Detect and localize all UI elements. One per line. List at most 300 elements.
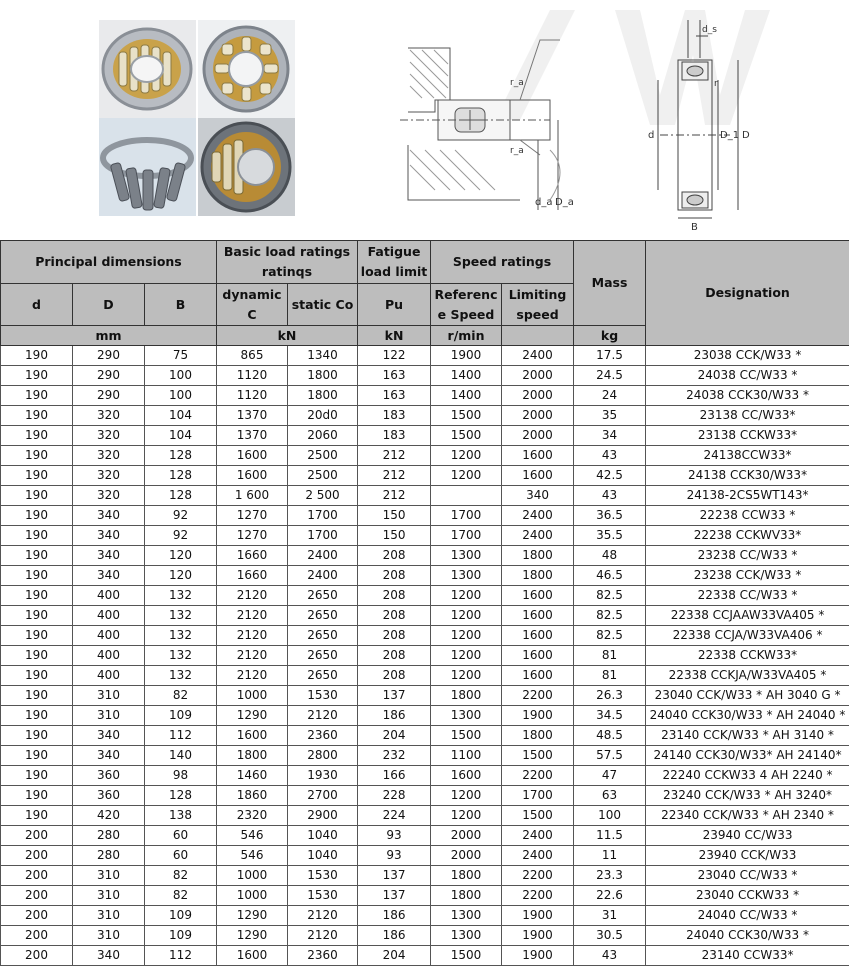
cell-B: 92 xyxy=(145,526,217,546)
cell-designation: 22340 CCK/W33 * AH 2340 * xyxy=(646,806,849,826)
cell-reference-speed: 1200 xyxy=(431,446,502,466)
cell-reference-speed: 1100 xyxy=(431,746,502,766)
cell-dynamic-c: 865 xyxy=(217,346,288,366)
table-row xyxy=(1,486,849,506)
cell-static-co: 1530 xyxy=(288,866,358,886)
cell-reference-speed: 1200 xyxy=(431,786,502,806)
cell-designation: 22338 CCJA/W33VA406 * xyxy=(646,626,849,646)
cell-designation: 23140 CCK/W33 * AH 3140 * xyxy=(646,726,849,746)
cell-D: 290 xyxy=(73,346,145,366)
cell-dynamic-c: 1460 xyxy=(217,766,288,786)
cell-pu: 212 xyxy=(358,486,431,506)
cell-pu: 163 xyxy=(358,366,431,386)
cell-limiting-speed: 1600 xyxy=(502,466,574,486)
cell-mass: 47 xyxy=(574,766,646,786)
cell-B: 128 xyxy=(145,466,217,486)
cell-pu: 93 xyxy=(358,846,431,866)
table-row xyxy=(1,706,849,726)
cell-pu: 137 xyxy=(358,886,431,906)
cell-B: 100 xyxy=(145,386,217,406)
cell-dynamic-c: 2320 xyxy=(217,806,288,826)
cell-pu: 93 xyxy=(358,826,431,846)
bearing-technical-drawing xyxy=(400,0,849,240)
cell-dynamic-c: 2120 xyxy=(217,586,288,606)
table-row xyxy=(1,886,849,906)
cell-pu: 150 xyxy=(358,526,431,546)
cell-D: 340 xyxy=(73,946,145,966)
table-row xyxy=(1,466,849,486)
cell-limiting-speed: 1500 xyxy=(502,746,574,766)
cell-designation: 23040 CCK/W33 * AH 3040 G * xyxy=(646,686,849,706)
cell-dynamic-c: 2120 xyxy=(217,606,288,626)
cell-mass: 11 xyxy=(574,846,646,866)
unit-rmin-blank xyxy=(502,326,574,346)
cell-D: 340 xyxy=(73,506,145,526)
cell-d: 190 xyxy=(1,806,73,826)
cell-mass: 26.3 xyxy=(574,686,646,706)
cell-B: 60 xyxy=(145,846,217,866)
label-B: B xyxy=(691,222,698,233)
cell-reference-speed: 1500 xyxy=(431,726,502,746)
table-row xyxy=(1,866,849,886)
cell-designation: 24038 CC/W33 * xyxy=(646,366,849,386)
cell-designation: 23238 CC/W33 * xyxy=(646,546,849,566)
cell-pu: 186 xyxy=(358,926,431,946)
cell-dynamic-c: 2120 xyxy=(217,626,288,646)
cell-D: 400 xyxy=(73,626,145,646)
cell-mass: 81 xyxy=(574,666,646,686)
cell-B: 82 xyxy=(145,886,217,906)
cell-mass: 63 xyxy=(574,786,646,806)
cell-B: 138 xyxy=(145,806,217,826)
cell-d: 190 xyxy=(1,426,73,446)
cell-reference-speed: 1300 xyxy=(431,906,502,926)
cell-designation: 24038 CCK30/W33 * xyxy=(646,386,849,406)
cell-limiting-speed: 2400 xyxy=(502,526,574,546)
cell-limiting-speed: 1700 xyxy=(502,786,574,806)
cell-reference-speed: 1300 xyxy=(431,546,502,566)
cell-designation: 23240 CCK/W33 * AH 3240* xyxy=(646,786,849,806)
header-static: static Co xyxy=(288,284,358,326)
cell-designation: 22338 CCKJA/W33VA405 * xyxy=(646,666,849,686)
cell-static-co: 1930 xyxy=(288,766,358,786)
table-row xyxy=(1,606,849,626)
label-ra-bottom: r_a xyxy=(510,146,524,156)
unit-kn-load: kN xyxy=(217,326,358,346)
cell-d: 190 xyxy=(1,766,73,786)
cell-d: 200 xyxy=(1,926,73,946)
cell-d: 200 xyxy=(1,906,73,926)
cell-D: 400 xyxy=(73,646,145,666)
cell-limiting-speed: 2200 xyxy=(502,766,574,786)
cell-limiting-speed: 1900 xyxy=(502,926,574,946)
cell-limiting-speed: 2200 xyxy=(502,866,574,886)
cell-pu: 163 xyxy=(358,386,431,406)
cell-pu: 183 xyxy=(358,406,431,426)
table-row xyxy=(1,906,849,926)
cell-designation: 24138-2CS5WT143* xyxy=(646,486,849,506)
cell-static-co: 2650 xyxy=(288,666,358,686)
table-row xyxy=(1,546,849,566)
cell-B: 109 xyxy=(145,926,217,946)
cell-d: 190 xyxy=(1,446,73,466)
cell-reference-speed: 1700 xyxy=(431,506,502,526)
cell-static-co: 2120 xyxy=(288,706,358,726)
cell-limiting-speed: 1600 xyxy=(502,626,574,646)
cell-static-co: 2120 xyxy=(288,906,358,926)
cell-reference-speed: 2000 xyxy=(431,846,502,866)
cell-B: 140 xyxy=(145,746,217,766)
watermark xyxy=(495,10,770,125)
cell-static-co: 2700 xyxy=(288,786,358,806)
cell-limiting-speed: 1600 xyxy=(502,646,574,666)
cell-limiting-speed: 1600 xyxy=(502,446,574,466)
cell-d: 190 xyxy=(1,466,73,486)
cell-mass: 34.5 xyxy=(574,706,646,726)
cell-B: 132 xyxy=(145,646,217,666)
cell-dynamic-c: 1000 xyxy=(217,886,288,906)
bearing-photo-4 xyxy=(198,118,295,216)
cell-B: 92 xyxy=(145,506,217,526)
table-row xyxy=(1,846,849,866)
cell-pu: 232 xyxy=(358,746,431,766)
cell-reference-speed: 1200 xyxy=(431,606,502,626)
cell-pu: 208 xyxy=(358,646,431,666)
cell-static-co: 1800 xyxy=(288,366,358,386)
label-da: d_a xyxy=(535,197,553,208)
cell-mass: 82.5 xyxy=(574,606,646,626)
cell-B: 100 xyxy=(145,366,217,386)
cell-pu: 208 xyxy=(358,666,431,686)
cell-D: 310 xyxy=(73,866,145,886)
cell-D: 360 xyxy=(73,766,145,786)
cell-D: 400 xyxy=(73,586,145,606)
header-limiting-speed: Limiting speed xyxy=(502,284,574,326)
cell-designation: 24040 CCK30/W33 * xyxy=(646,926,849,946)
header-d: d xyxy=(1,284,73,326)
cell-designation: 22338 CCJAAW33VA405 * xyxy=(646,606,849,626)
cell-static-co: 1040 xyxy=(288,826,358,846)
table-row xyxy=(1,946,849,966)
cell-D: 320 xyxy=(73,486,145,506)
cell-B: 98 xyxy=(145,766,217,786)
table-row xyxy=(1,766,849,786)
cell-D: 310 xyxy=(73,886,145,906)
cell-mass: 22.6 xyxy=(574,886,646,906)
cell-d: 190 xyxy=(1,606,73,626)
cell-D: 400 xyxy=(73,606,145,626)
cell-pu: 122 xyxy=(358,346,431,366)
cell-d: 190 xyxy=(1,686,73,706)
cell-reference-speed: 1800 xyxy=(431,886,502,906)
table-row xyxy=(1,386,849,406)
cell-designation: 24140 CCK30/W33* AH 24140* xyxy=(646,746,849,766)
cell-pu: 208 xyxy=(358,586,431,606)
cell-D: 420 xyxy=(73,806,145,826)
cell-B: 120 xyxy=(145,546,217,566)
cell-static-co: 2 500 xyxy=(288,486,358,506)
cell-pu: 212 xyxy=(358,466,431,486)
cell-limiting-speed: 2000 xyxy=(502,386,574,406)
cell-mass: 24.5 xyxy=(574,366,646,386)
header-reference-speed: Referenc e Speed xyxy=(431,284,502,326)
cell-reference-speed: 1300 xyxy=(431,566,502,586)
cell-B: 104 xyxy=(145,426,217,446)
cell-static-co: 2400 xyxy=(288,546,358,566)
cell-reference-speed: 1400 xyxy=(431,386,502,406)
cell-reference-speed: 1800 xyxy=(431,866,502,886)
cell-dynamic-c: 1660 xyxy=(217,546,288,566)
cell-B: 128 xyxy=(145,446,217,466)
table-row xyxy=(1,926,849,946)
cell-static-co: 1040 xyxy=(288,846,358,866)
cell-reference-speed: 2000 xyxy=(431,826,502,846)
cell-D: 280 xyxy=(73,846,145,866)
header-dynamic: dynamic C xyxy=(217,284,288,326)
cell-pu: 208 xyxy=(358,626,431,646)
cell-d: 190 xyxy=(1,586,73,606)
unit-kg: kg xyxy=(574,326,646,346)
cell-mass: 35 xyxy=(574,406,646,426)
cell-designation: 24040 CCK30/W33 * AH 24040 * xyxy=(646,706,849,726)
cell-limiting-speed: 2400 xyxy=(502,346,574,366)
cell-B: 109 xyxy=(145,706,217,726)
cell-pu: 208 xyxy=(358,546,431,566)
table-row xyxy=(1,446,849,466)
cell-d: 190 xyxy=(1,526,73,546)
cell-mass: 42.5 xyxy=(574,466,646,486)
cell-static-co: 2650 xyxy=(288,646,358,666)
cell-limiting-speed: 2000 xyxy=(502,366,574,386)
cell-pu: 208 xyxy=(358,566,431,586)
cell-mass: 82.5 xyxy=(574,626,646,646)
cell-D: 320 xyxy=(73,466,145,486)
cell-mass: 57.5 xyxy=(574,746,646,766)
header-fatigue-load-limit: Fatigue load limit xyxy=(358,241,431,284)
cell-D: 340 xyxy=(73,746,145,766)
cell-reference-speed: 1400 xyxy=(431,366,502,386)
cell-limiting-speed: 1900 xyxy=(502,706,574,726)
header-D: D xyxy=(73,284,145,326)
cell-reference-speed: 1200 xyxy=(431,666,502,686)
cell-dynamic-c: 1600 xyxy=(217,466,288,486)
cell-static-co: 2400 xyxy=(288,566,358,586)
cell-reference-speed: 1800 xyxy=(431,686,502,706)
cell-mass: 30.5 xyxy=(574,926,646,946)
cell-dynamic-c: 1120 xyxy=(217,386,288,406)
cell-designation: 23140 CCW33* xyxy=(646,946,849,966)
cell-static-co: 1530 xyxy=(288,686,358,706)
cell-B: 82 xyxy=(145,866,217,886)
cell-d: 200 xyxy=(1,826,73,846)
cell-d: 190 xyxy=(1,626,73,646)
label-ds: d_s xyxy=(702,25,717,35)
cell-d: 190 xyxy=(1,746,73,766)
cell-mass: 17.5 xyxy=(574,346,646,366)
label-ra-top: r_a xyxy=(510,78,524,88)
header-mass: Mass xyxy=(574,241,646,326)
label-D: D xyxy=(742,130,750,141)
table-row xyxy=(1,406,849,426)
label-D1: D_1 xyxy=(720,130,740,141)
cell-dynamic-c: 1660 xyxy=(217,566,288,586)
cell-d: 190 xyxy=(1,566,73,586)
cell-d: 190 xyxy=(1,666,73,686)
cell-mass: 81 xyxy=(574,646,646,666)
cell-designation: 23940 CC/W33 xyxy=(646,826,849,846)
cell-mass: 43 xyxy=(574,446,646,466)
cell-designation: 22338 CC/W33 * xyxy=(646,586,849,606)
cell-pu: 212 xyxy=(358,446,431,466)
cell-limiting-speed: 2000 xyxy=(502,406,574,426)
cell-mass: 24 xyxy=(574,386,646,406)
cell-D: 340 xyxy=(73,566,145,586)
cell-limiting-speed: 1800 xyxy=(502,546,574,566)
table-row xyxy=(1,666,849,686)
cell-B: 60 xyxy=(145,826,217,846)
cell-reference-speed: 1300 xyxy=(431,706,502,726)
cell-designation: 23038 CCK/W33 * xyxy=(646,346,849,366)
cell-d: 190 xyxy=(1,366,73,386)
cell-reference-speed: 1500 xyxy=(431,946,502,966)
cell-D: 280 xyxy=(73,826,145,846)
cell-d: 190 xyxy=(1,406,73,426)
cell-static-co: 1340 xyxy=(288,346,358,366)
cell-D: 320 xyxy=(73,426,145,446)
cell-d: 190 xyxy=(1,646,73,666)
header-speed-ratings: Speed ratings xyxy=(431,241,574,284)
bearing-photo-3 xyxy=(99,118,196,216)
cell-mass: 100 xyxy=(574,806,646,826)
cell-D: 310 xyxy=(73,706,145,726)
cell-dynamic-c: 2120 xyxy=(217,666,288,686)
header-B: B xyxy=(145,284,217,326)
cell-dynamic-c: 1270 xyxy=(217,526,288,546)
cell-mass: 48.5 xyxy=(574,726,646,746)
cell-reference-speed: 1500 xyxy=(431,406,502,426)
cell-limiting-speed: 1900 xyxy=(502,906,574,926)
unit-kn-fatigue: kN xyxy=(358,326,431,346)
cell-dynamic-c: 1000 xyxy=(217,866,288,886)
cell-dynamic-c: 1 600 xyxy=(217,486,288,506)
cell-pu: 204 xyxy=(358,946,431,966)
cell-designation: 24138CCW33* xyxy=(646,446,849,466)
table-row xyxy=(1,506,849,526)
cell-static-co: 2360 xyxy=(288,946,358,966)
cell-mass: 35.5 xyxy=(574,526,646,546)
cell-designation: 23040 CCKW33 * xyxy=(646,886,849,906)
cell-limiting-speed: 1800 xyxy=(502,566,574,586)
cell-limiting-speed: 1500 xyxy=(502,806,574,826)
cell-d: 200 xyxy=(1,946,73,966)
cell-D: 340 xyxy=(73,526,145,546)
cell-limiting-speed: 1600 xyxy=(502,666,574,686)
cell-D: 320 xyxy=(73,446,145,466)
table-row xyxy=(1,626,849,646)
table-row xyxy=(1,746,849,766)
cell-limiting-speed: 1900 xyxy=(502,946,574,966)
cell-limiting-speed: 2200 xyxy=(502,686,574,706)
cell-reference-speed: 1200 xyxy=(431,626,502,646)
cell-dynamic-c: 1290 xyxy=(217,706,288,726)
cell-d: 190 xyxy=(1,786,73,806)
header-designation: Designation xyxy=(646,241,849,346)
cell-d: 190 xyxy=(1,386,73,406)
cell-static-co: 2900 xyxy=(288,806,358,826)
cell-dynamic-c: 2120 xyxy=(217,646,288,666)
cell-designation: 22238 CCKWV33* xyxy=(646,526,849,546)
table-row xyxy=(1,346,849,366)
cell-limiting-speed: 2400 xyxy=(502,506,574,526)
cell-static-co: 2800 xyxy=(288,746,358,766)
cell-reference-speed: 1200 xyxy=(431,646,502,666)
cell-designation: 23138 CCKW33* xyxy=(646,426,849,446)
cell-B: 128 xyxy=(145,786,217,806)
cell-static-co: 2060 xyxy=(288,426,358,446)
cell-mass: 43 xyxy=(574,486,646,506)
cell-designation: 23238 CCK/W33 * xyxy=(646,566,849,586)
cell-B: 120 xyxy=(145,566,217,586)
cell-static-co: 2650 xyxy=(288,606,358,626)
cell-static-co: 1700 xyxy=(288,526,358,546)
cell-mass: 82.5 xyxy=(574,586,646,606)
cell-d: 190 xyxy=(1,726,73,746)
cell-B: 128 xyxy=(145,486,217,506)
cell-mass: 34 xyxy=(574,426,646,446)
cell-static-co: 1800 xyxy=(288,386,358,406)
cell-mass: 36.5 xyxy=(574,506,646,526)
table-row xyxy=(1,426,849,446)
cell-dynamic-c: 1290 xyxy=(217,906,288,926)
cell-d: 190 xyxy=(1,506,73,526)
cell-dynamic-c: 1600 xyxy=(217,726,288,746)
cell-B: 112 xyxy=(145,726,217,746)
cell-static-co: 1530 xyxy=(288,886,358,906)
cell-limiting-speed: 1800 xyxy=(502,726,574,746)
cell-reference-speed: 1700 xyxy=(431,526,502,546)
cell-pu: 186 xyxy=(358,906,431,926)
cell-dynamic-c: 1800 xyxy=(217,746,288,766)
cell-static-co: 1700 xyxy=(288,506,358,526)
cell-d: 200 xyxy=(1,886,73,906)
cell-mass: 43 xyxy=(574,946,646,966)
cell-static-co: 2650 xyxy=(288,586,358,606)
cell-static-co: 2650 xyxy=(288,626,358,646)
label-d: d xyxy=(648,130,655,141)
cell-pu: 137 xyxy=(358,866,431,886)
cell-d: 200 xyxy=(1,866,73,886)
cell-d: 190 xyxy=(1,346,73,366)
cell-mass: 31 xyxy=(574,906,646,926)
cell-dynamic-c: 1860 xyxy=(217,786,288,806)
cell-reference-speed: 1500 xyxy=(431,426,502,446)
cell-pu: 150 xyxy=(358,506,431,526)
cell-limiting-speed: 1600 xyxy=(502,586,574,606)
cell-reference-speed: 1300 xyxy=(431,926,502,946)
cell-limiting-speed: 1600 xyxy=(502,606,574,626)
cell-designation: 22338 CCKW33* xyxy=(646,646,849,666)
cell-designation: 23138 CC/W33* xyxy=(646,406,849,426)
cell-limiting-speed: 2200 xyxy=(502,886,574,906)
table-row xyxy=(1,646,849,666)
cell-D: 290 xyxy=(73,386,145,406)
cell-static-co: 2360 xyxy=(288,726,358,746)
table-row xyxy=(1,826,849,846)
cell-static-co: 20d0 xyxy=(288,406,358,426)
cell-limiting-speed: 2000 xyxy=(502,426,574,446)
cell-d: 190 xyxy=(1,546,73,566)
cell-reference-speed xyxy=(431,486,502,506)
